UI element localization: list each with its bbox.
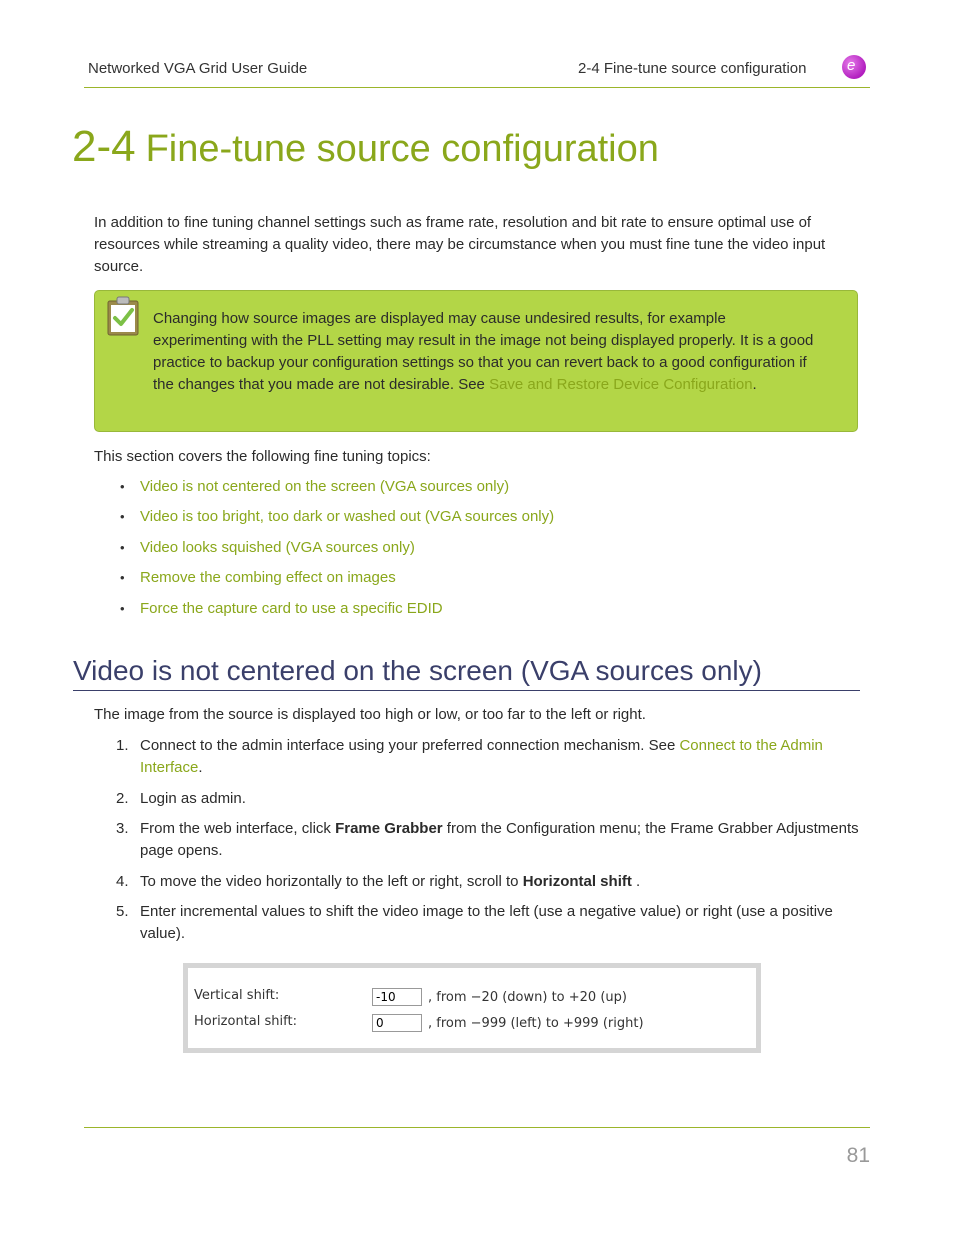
note-text: Changing how source images are displayed may cause undesired results, for example experimenting with the PLL setting may result in the image not being displayed properly. It is a good practice to backup your configuration settings so that you can revert back to a good configuration if the changes that you made are not desirable. See Save and Restore Device Configuration.: [153, 310, 814, 393]
ui-term: Frame Grabber: [335, 820, 443, 837]
horizontal-shift-label: Horizontal shift:: [194, 1014, 297, 1029]
steps-list: [94, 735, 864, 954]
header-divider: [84, 87, 870, 88]
save-restore-link[interactable]: Save and Restore Device Configuration: [489, 376, 753, 393]
topic-link[interactable]: • Video is not centered on the screen (VGA sources only): [120, 476, 554, 506]
topics-list: [120, 476, 554, 628]
clipboard-check-icon: [107, 295, 139, 337]
section-description: The image from the source is displayed too high or low, or too far to the left or right.: [94, 706, 646, 723]
vertical-shift-label: Vertical shift:: [194, 988, 280, 1003]
topic-link[interactable]: • Video looks squished (VGA sources only): [120, 537, 554, 567]
vertical-shift-range: , from −20 (down) to +20 (up): [428, 990, 627, 1005]
header-doc-title: Networked VGA Grid User Guide: [88, 60, 308, 77]
step-item: 2. Login as admin.: [116, 789, 246, 807]
brand-logo-icon: e: [842, 55, 866, 79]
step-item: 3. From the web interface, click Frame Grabber from the Configuration menu; the Frame Grabber Adjustments page opens.: [116, 820, 859, 859]
topic-link[interactable]: • Remove the combing effect on images: [120, 567, 554, 597]
step-item: 4. To move the video horizontally to the left or right, scroll to Horizontal shift .: [116, 872, 641, 890]
note-callout: [94, 290, 858, 432]
footer-divider: [84, 1127, 870, 1128]
section-divider: [73, 690, 860, 691]
step-item: 1. Connect to the admin interface using your preferred connection mechanism. See Connect to the Admin Interface.: [116, 737, 823, 776]
horizontal-shift-range: , from −999 (left) to +999 (right): [428, 1016, 644, 1031]
header-section-title: 2-4 Fine-tune source configuration: [578, 60, 807, 77]
step-item: 5. Enter incremental values to shift the video image to the left (use a negative value) or right (use a positive value).: [116, 903, 833, 942]
ui-term: Horizontal shift: [522, 872, 632, 890]
page-number: 81: [846, 1144, 870, 1167]
topics-intro: This section covers the following fine tuning topics:: [94, 448, 431, 465]
page-title-number: 2-4: [72, 122, 136, 171]
page-title-text: Fine-tune source configuration: [145, 128, 659, 170]
horizontal-shift-input[interactable]: [372, 1014, 422, 1032]
shift-settings-screenshot: [183, 963, 761, 1053]
section-heading: Video is not centered on the screen (VGA sources only): [73, 655, 762, 686]
admin-interface-link[interactable]: Connect to the Admin Interface: [140, 737, 823, 776]
page-title: [72, 122, 659, 172]
topic-link[interactable]: • Force the capture card to use a specific EDID: [120, 598, 554, 628]
vertical-shift-input[interactable]: [372, 988, 422, 1006]
topic-link[interactable]: • Video is too bright, too dark or washed out (VGA sources only): [120, 506, 554, 536]
intro-paragraph: In addition to fine tuning channel settings such as frame rate, resolution and bit rate to ensure optimal use of resources while streaming a quality video, there may be circumstance when you must fine tune the video input source.: [94, 214, 826, 275]
